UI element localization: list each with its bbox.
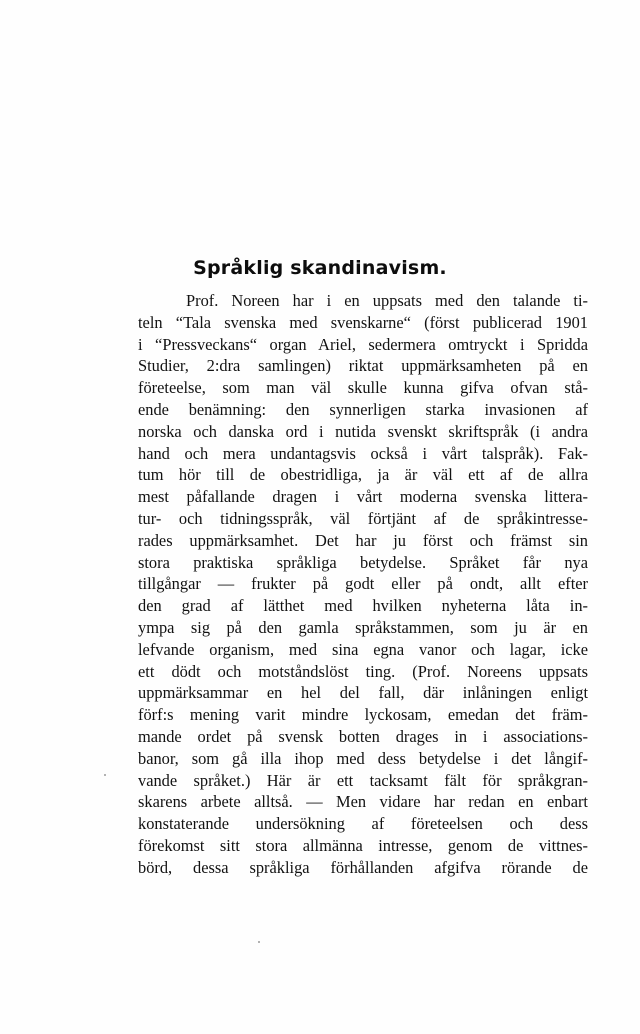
text-line: mande ordet på svensk botten drages in i associations- bbox=[138, 726, 588, 746]
text-line: Prof. Noreen har i en uppsats med den talande ti- bbox=[186, 291, 588, 310]
text-line: tillgångar — frukter på godt eller på ondt, allt efter bbox=[138, 574, 588, 594]
text-line: teln “Tala svenska med svenskarne“ (först publicerad 1901 bbox=[138, 312, 588, 332]
text-line: börd, dessa språkliga förhållanden afgifva rörande de bbox=[138, 857, 588, 877]
chapter-title: Språklig skandinavism. bbox=[193, 257, 447, 279]
text-line: vande språket.) Här är ett tacksamt fält för språkgran- bbox=[138, 770, 588, 790]
text-line: mest påfallande dragen i vårt moderna svenska littera- bbox=[138, 487, 588, 507]
text-line: förekomst sitt stora allmänna intresse, genom de vittnes- bbox=[138, 835, 588, 855]
text-line: konstaterande undersökning af företeelsen och dess bbox=[138, 814, 588, 834]
text-line: norska och danska ord i nutida svenskt skriftspråk (i andra bbox=[138, 421, 588, 441]
text-line: skarens arbete alltså. — Men vidare har redan en enbart bbox=[138, 792, 588, 812]
body-paragraph bbox=[138, 290, 588, 879]
text-line: hand och mera undantagsvis också i vårt talspråk). Fak- bbox=[138, 443, 588, 463]
text-line: tur- och tidningsspråk, väl förtjänt af de språkintresse- bbox=[138, 508, 588, 528]
text-line: tum hör till de obestridliga, ja är väl ett af de allra bbox=[138, 465, 588, 485]
text-line: den grad af lätthet med hvilken nyheterna låta in- bbox=[138, 596, 588, 616]
text-line: stora praktiska språkliga betydelse. Språket får nya bbox=[138, 552, 588, 572]
text-line: uppmärksammar en hel del fall, där inlåningen enligt bbox=[138, 683, 588, 703]
text-line: företeelse, som man väl skulle kunna gifva ofvan stå- bbox=[138, 378, 588, 398]
text-line: ende benämning: den synnerligen starka invasionen af bbox=[138, 399, 588, 419]
text-line: ett dödt och motståndslöst ting. (Prof. Noreens uppsats bbox=[138, 661, 588, 681]
text-line: i “Pressveckans“ organ Ariel, sedermera omtryckt i Spridda bbox=[138, 334, 588, 354]
text-line: Studier, 2:dra samlingen) riktat uppmärksamheten på en bbox=[138, 356, 588, 376]
text-line: förf:s mening varit mindre lyckosam, emedan det främ- bbox=[138, 705, 588, 725]
paper-speck bbox=[104, 774, 106, 776]
text-line: lefvande organism, med sina egna vanor och lagar, icke bbox=[138, 639, 588, 659]
text-line: banor, som gå illa ihop med dess betydelse i det långif- bbox=[138, 748, 588, 768]
paper-speck bbox=[258, 941, 260, 943]
text-line: rades uppmärksamhet. Det har ju först och främst sin bbox=[138, 530, 588, 550]
text-line: ympa sig på den gamla språkstammen, som ju är en bbox=[138, 617, 588, 637]
